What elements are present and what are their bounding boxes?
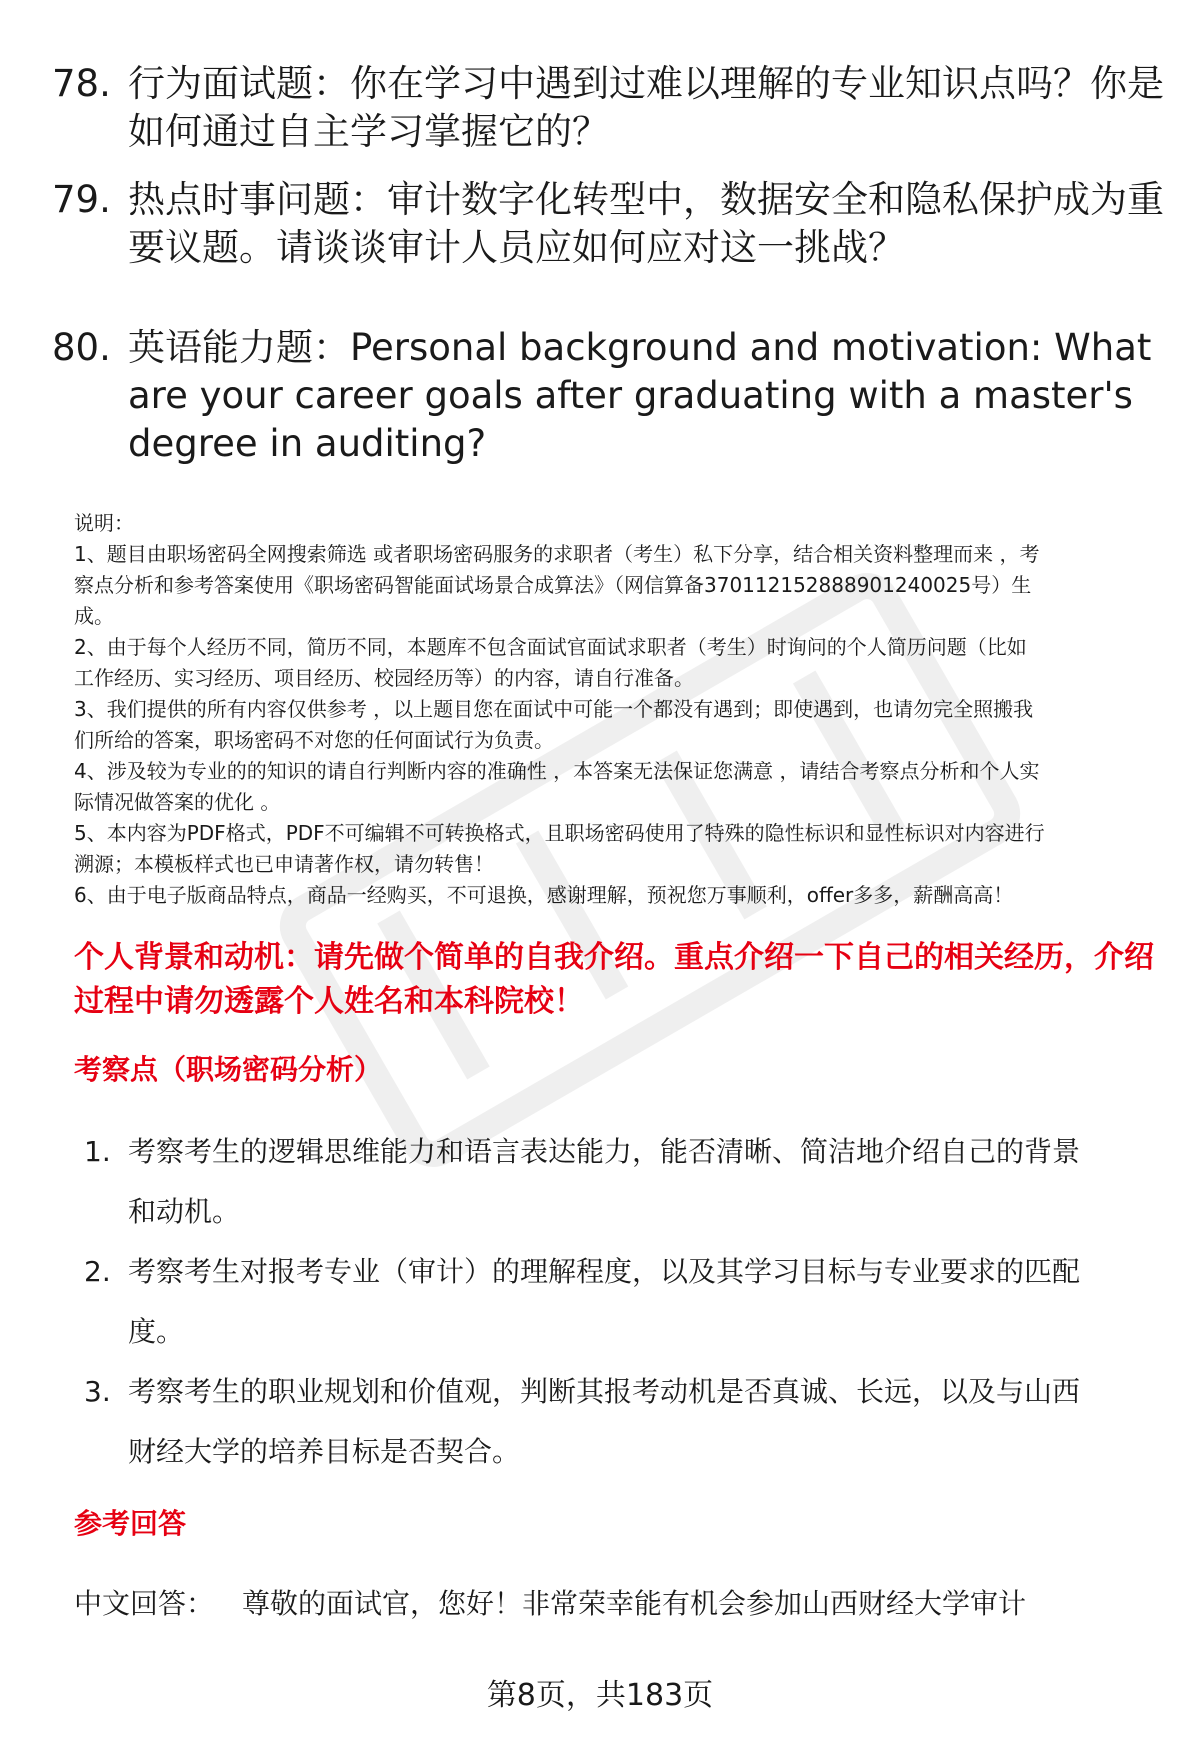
list-item-number: 1. xyxy=(84,1135,111,1168)
question-text-line: degree in auditing? xyxy=(128,422,487,465)
question-text-line: 英语能力题：Personal background and motivation: What xyxy=(128,326,1152,369)
notes-line: 们所给的答案，职场密码不对您的任何面试行为负责。 xyxy=(74,728,554,752)
list-item-line: 考察考生对报考专业（审计）的理解程度，以及其学习目标与专业要求的匹配 xyxy=(128,1255,1081,1288)
current-question-line: 个人背景和动机：请先做个简单的自我介绍。重点介绍一下自己的相关经历，介绍 xyxy=(74,940,1154,975)
notes-section xyxy=(74,508,1164,911)
list-item xyxy=(84,1242,1164,1362)
answer-text: 尊敬的面试官，您好！非常荣幸能有机会参加山西财经大学审计 xyxy=(242,1587,1027,1620)
list-item-line: 度。 xyxy=(128,1315,185,1348)
question-number: 79. xyxy=(52,178,111,221)
notes-line: 1、题目由职场密码全网搜索筛选 或者职场密码服务的求职者（考生）私下分享，结合相关资料整理而来 ，考 xyxy=(74,542,1040,566)
notes-line: 际情况做答案的优化 。 xyxy=(74,790,281,814)
notes-line: 4、涉及较为专业的的知识的请自行判断内容的准确性 ，本答案无法保证您满意 ，请结合考察点分析和个人实 xyxy=(74,759,1040,783)
list-item xyxy=(84,1122,1164,1242)
page-number: 第8页，共183页 xyxy=(486,1678,714,1713)
list-item-number: 2. xyxy=(84,1255,111,1288)
current-question-line: 过程中请勿透露个人姓名和本科院校！ xyxy=(74,984,584,1019)
question-number: 80. xyxy=(52,326,111,369)
analysis-heading: 考察点（职场密码分析） xyxy=(74,1053,383,1086)
notes-line: 成。 xyxy=(74,604,114,628)
notes-line: 3、我们提供的所有内容仅供参考 ，以上题目您在面试中可能一个都没有遇到；即使遇到，也请勿完全照搬我 xyxy=(74,697,1034,721)
list-item-line: 考察考生的逻辑思维能力和语言表达能力，能否清晰、简洁地介绍自己的背景 xyxy=(128,1135,1081,1168)
notes-line: 察点分析和参考答案使用《职场密码智能面试场景合成算法》（网信算备370112152888901240025号）生 xyxy=(74,573,1032,597)
question-text-line: 如何通过自主学习掌握它的？ xyxy=(128,110,609,153)
notes-line: 溯源；本模板样式也已申请著作权，请勿转售！ xyxy=(74,852,494,876)
notes-line: 5、本内容为PDF格式，PDF不可编辑不可转换格式，且职场密码使用了特殊的隐性标识和显性标识对内容进行 xyxy=(74,821,1045,845)
answer-label: 中文回答： xyxy=(74,1587,215,1620)
question-text-line: 热点时事问题：审计数字化转型中，数据安全和隐私保护成为重 xyxy=(128,178,1164,221)
question-text-line: are your career goals after graduating with a master's xyxy=(128,374,1133,417)
list-item-line: 考察考生的职业规划和价值观，判断其报考动机是否真诚、长远，以及与山西 xyxy=(128,1375,1081,1408)
reference-heading: 参考回答 xyxy=(74,1507,187,1540)
notes-line: 2、由于每个人经历不同，简历不同，本题库不包含面试官面试求职者（考生）时询问的个人简历问题（比如 xyxy=(74,635,1027,659)
list-item-number: 3. xyxy=(84,1375,111,1408)
notes-title: 说明： xyxy=(74,511,134,535)
list-item xyxy=(84,1362,1164,1482)
question-text-line: 行为面试题：你在学习中遇到过难以理解的专业知识点吗？你是 xyxy=(128,62,1164,105)
notes-line: 6、由于电子版商品特点，商品一经购买，不可退换，感谢理解，预祝您万事顺利，offer多多，薪酬高高！ xyxy=(74,883,1014,907)
list-item-line: 财经大学的培养目标是否契合。 xyxy=(128,1435,521,1468)
list-item-line: 和动机。 xyxy=(128,1195,241,1228)
question-number: 78. xyxy=(52,62,111,105)
notes-line: 工作经历、实习经历、项目经历、校园经历等）的内容，请自行准备。 xyxy=(74,666,694,690)
reference-answer xyxy=(74,1582,1026,1626)
current-question-heading xyxy=(74,936,1154,1024)
question-text-line: 要议题。请谈谈审计人员应如何应对这一挑战？ xyxy=(128,226,905,269)
analysis-list xyxy=(84,1122,1164,1482)
